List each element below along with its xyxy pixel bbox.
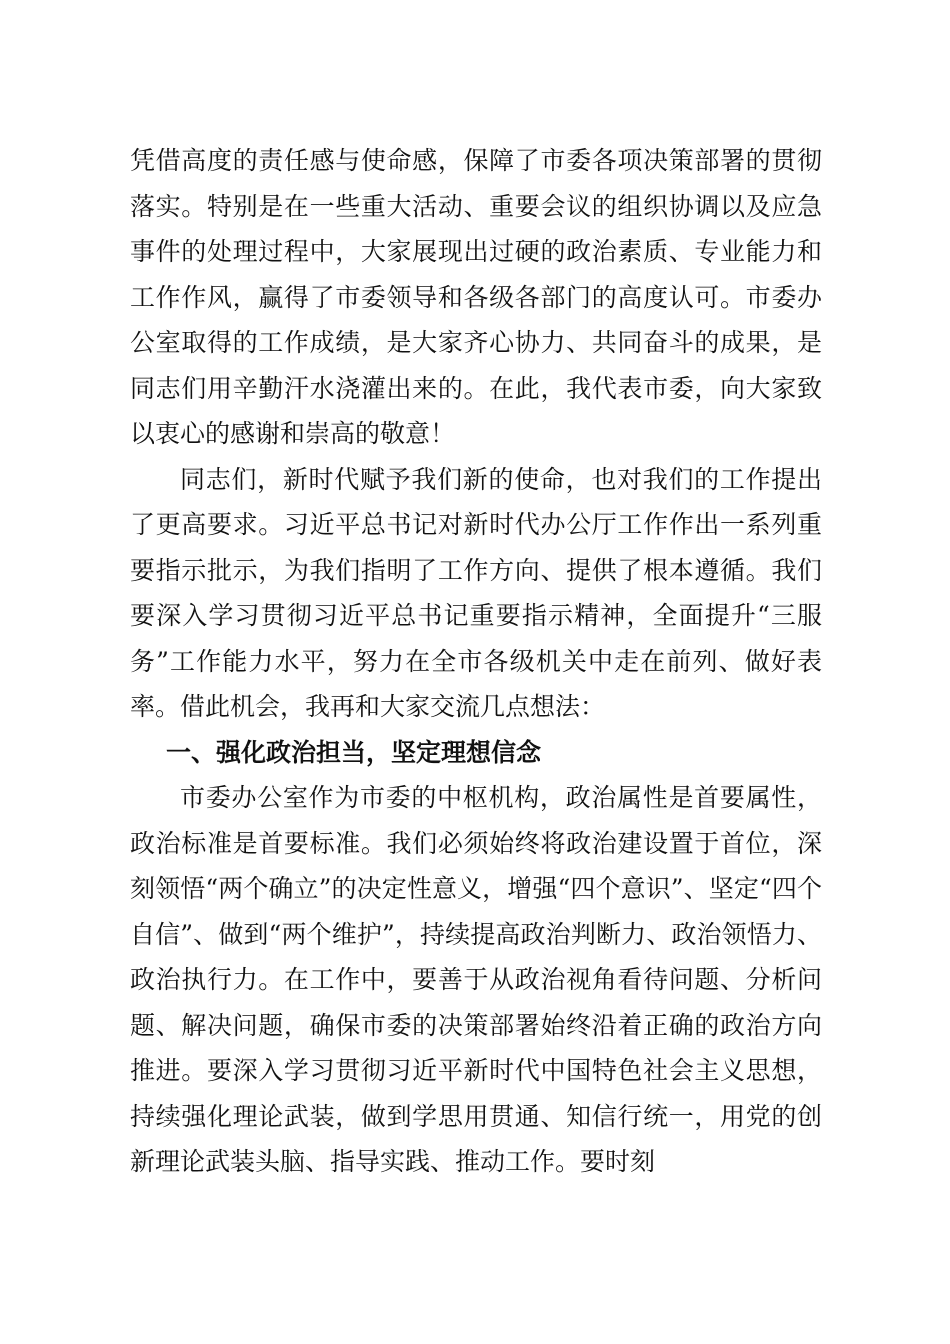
- document-body: [130, 138, 822, 1185]
- paragraph-continuation: 凭借高度的责任感与使命感，保障了市委各项决策部署的贯彻落实。特别是在一些重大活动、重要会议的组织协调以及应急事件的处理过程中，大家展现出过硬的政治素质、专业能力和工作作风，赢得了市委领导和各级各部门的高度认可。市委办公室取得的工作成绩，是大家齐心协力、共同奋斗的成果，是同志们用辛勤汗水浇灌出来的。在此，我代表市委，向大家致以衷心的感谢和崇高的敬意！: [130, 146, 822, 448]
- paragraph-political-responsibility: 市委办公室作为市委的中枢机构，政治属性是首要属性，政治标准是首要标准。我们必须始终将政治建设置于首位，深刻领悟“两个确立”的决定性意义，增强“四个意识”、坚定“四个自信”、做到“两个维护”，持续提高政治判断力、政治领悟力、政治执行力。在工作中，要善于从政治视角看待问题、分析问题、解决问题，确保市委的决策部署始终沿着正确的政治方向推进。要深入学习贯彻习近平新时代中国特色社会主义思想，持续强化理论武装，做到学思用贯通、知信行统一，用党的创新理论武装头脑、指导实践、推动工作。要时刻: [130, 783, 822, 1176]
- paragraph-comrades: 同志们，新时代赋予我们新的使命，也对我们的工作提出了更高要求。习近平总书记对新时代办公厅工作作出一系列重要指示批示，为我们指明了工作方向、提供了根本遵循。我们要深入学习贯彻习近平总书记重要指示精神，全面提升“三服务”工作能力水平，努力在全市各级机关中走在前列、做好表率。借此机会，我再和大家交流几点想法：: [130, 464, 822, 721]
- section-heading-1: 一、强化政治担当，坚定理想信念: [166, 737, 542, 767]
